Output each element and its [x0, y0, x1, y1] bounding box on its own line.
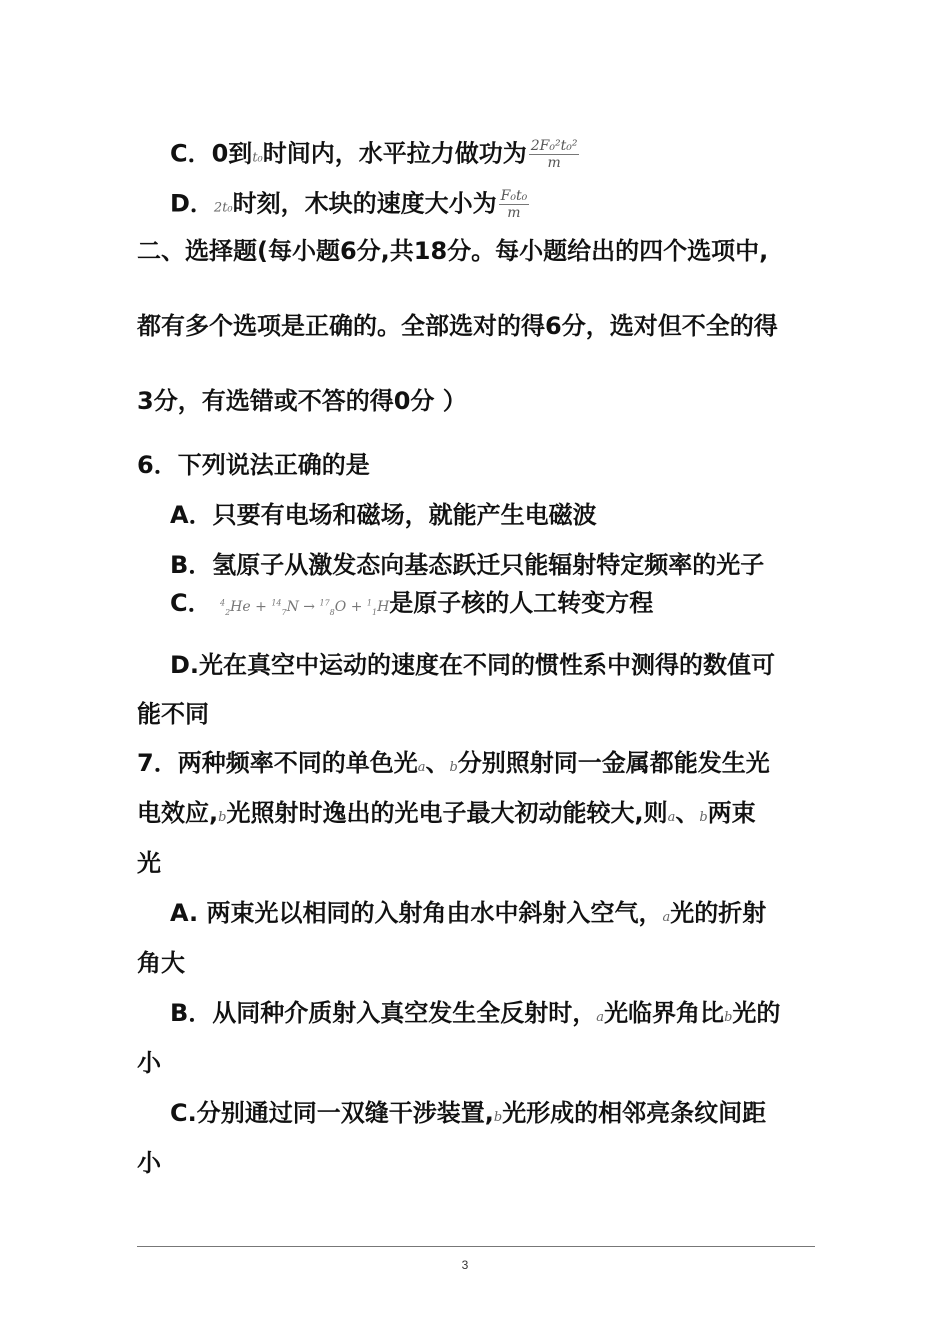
- symbol-b: b: [699, 810, 708, 825]
- question-7-stem-line2: [137, 798, 756, 833]
- question-7-stem-line3: 光: [137, 849, 161, 877]
- question-7-option-c-line2: 小: [137, 1149, 161, 1177]
- arrow-symbol: →: [298, 599, 320, 615]
- n-mass-number: 14: [271, 598, 282, 608]
- question-7-option-b-line2: 小: [137, 1049, 161, 1077]
- o-mass-number: 17: [319, 598, 330, 608]
- q7-text: 分别照射同一金属都能发生光: [457, 749, 770, 777]
- question-6-option-d-line1: D.光在真空中运动的速度在不同的惯性系中测得的数值可: [170, 651, 776, 679]
- velocity-numerator: F₀t₀: [500, 188, 528, 204]
- q7c-text: 光形成的相邻亮条纹间距: [502, 1099, 767, 1127]
- option-c-label: C．0到: [170, 139, 253, 168]
- oxygen-symbol: O: [334, 599, 347, 615]
- nuclear-equation: [220, 599, 389, 615]
- symbol-b: b: [218, 810, 227, 825]
- option-d-text: 时刻，木块的速度大小为: [232, 189, 497, 218]
- velocity-denominator: m: [507, 205, 521, 221]
- question-6-option-a: A．只要有电场和磁场，就能产生电磁波: [170, 501, 597, 529]
- symbol-a: a: [662, 910, 671, 925]
- option-c-label: C．: [170, 589, 212, 617]
- question-7-option-b-line1: [170, 998, 780, 1033]
- question-7-stem-line1: [137, 748, 770, 783]
- q7a-text: 光的折射: [670, 899, 767, 927]
- option-c-text: 是原子核的人工转变方程: [389, 589, 654, 617]
- question-6-stem: 6．下列说法正确的是: [137, 451, 370, 479]
- question-6-option-d-line2: 能不同: [137, 700, 209, 728]
- question-7-option-c-line1: [170, 1098, 766, 1133]
- question-7-option-a-line1: [170, 898, 766, 933]
- page-number: 3: [461, 1258, 469, 1272]
- q7-text: 、: [675, 799, 700, 827]
- option-d-velocity: [170, 188, 529, 224]
- q7-text: 两束: [707, 799, 756, 827]
- q7-text: 光照射时逸出的光电子最大初动能较大,则: [226, 799, 668, 827]
- nitrogen-symbol: N: [286, 599, 299, 615]
- t0-symbol: t₀: [252, 150, 263, 166]
- q7b-text: B．从同种介质射入真空发生全反射时，: [170, 999, 597, 1027]
- work-numerator: 2F₀²t₀²: [530, 138, 578, 154]
- q7b-text: 光临界角比: [604, 999, 725, 1027]
- question-6-option-c: [170, 588, 653, 628]
- hydrogen-symbol: H: [377, 599, 390, 615]
- he-mass-number: 4: [219, 598, 226, 608]
- symbol-a: a: [667, 810, 676, 825]
- work-denominator: m: [547, 155, 561, 171]
- section2-heading-line1: 二、选择题(每小题6分,共18分。每小题给出的四个选项中,: [137, 237, 769, 265]
- q7c-text: C.分别通过同一双缝干涉装置,: [170, 1099, 494, 1127]
- h-atomic-number: 1: [371, 607, 378, 617]
- two-t0-symbol: 2t₀: [213, 200, 233, 216]
- h-mass-number: 1: [366, 598, 372, 608]
- plus-sign: +: [250, 599, 272, 615]
- footer-divider: [137, 1246, 815, 1247]
- n-atomic-number: 7: [281, 607, 287, 617]
- q7a-text: A. 两束光以相同的入射角由水中斜射入空气，: [170, 899, 663, 927]
- o-atomic-number: 8: [329, 607, 335, 617]
- velocity-fraction: [499, 188, 530, 221]
- q7-text: 7．两种频率不同的单色光: [137, 749, 418, 777]
- q7-text: 电效应,: [137, 799, 219, 827]
- helium-symbol: He: [230, 599, 251, 615]
- he-atomic-number: 2: [225, 607, 231, 617]
- option-c-text: 时间内，水平拉力做功为: [262, 139, 527, 168]
- section2-heading-line2: 都有多个选项是正确的。全部选对的得6分，选对但不全的得: [137, 312, 778, 340]
- q7b-text: 光的: [732, 999, 781, 1027]
- symbol-a: a: [417, 760, 426, 775]
- symbol-a: a: [596, 1010, 605, 1025]
- work-fraction: [529, 138, 580, 171]
- symbol-b: b: [493, 1110, 503, 1125]
- plus-sign: +: [346, 599, 367, 615]
- question-7-option-a-line2: 角大: [137, 949, 185, 977]
- symbol-b: b: [724, 1010, 733, 1025]
- symbol-b: b: [449, 760, 458, 775]
- option-c-work: [170, 138, 579, 174]
- option-d-label: D．: [170, 189, 214, 218]
- q7-text: 、: [425, 749, 450, 777]
- section2-heading-line3: 3分，有选错或不答的得0分 ）: [137, 387, 467, 415]
- question-6-option-b: B．氢原子从激发态向基态跃迁只能辐射特定频率的光子: [170, 551, 765, 579]
